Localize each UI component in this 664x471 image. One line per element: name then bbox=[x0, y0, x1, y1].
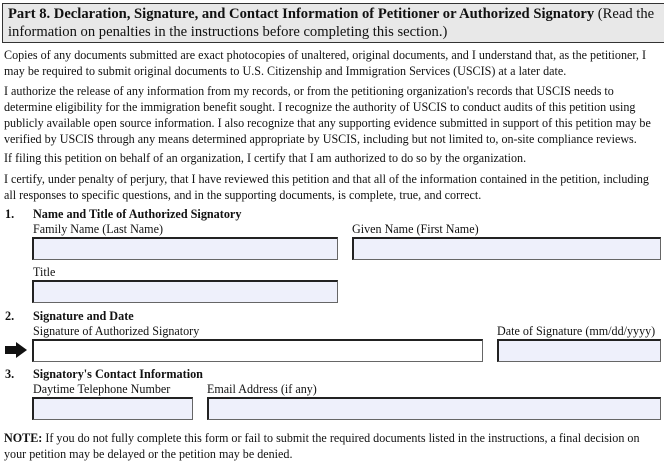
section-2-title: Signature and Date bbox=[33, 309, 134, 323]
note-label: NOTE: bbox=[4, 431, 43, 445]
family-name-label: Family Name (Last Name) bbox=[33, 222, 163, 236]
part-8-instructions: (Read the information on penalties in the instructions before completing this section.) bbox=[8, 6, 655, 40]
date-of-signature-input[interactable] bbox=[497, 339, 661, 362]
right-arrow-icon bbox=[5, 342, 27, 358]
paragraph-organization: If filing this petition on behalf of an organization, I certify that I am authorized to do so by the organization. bbox=[4, 151, 527, 165]
section-1-number: 1. bbox=[5, 207, 15, 221]
daytime-phone-input[interactable] bbox=[32, 397, 193, 420]
part-8-title: Part 8. Declaration, Signature, and Contact Information of Petitioner or Authorized Signatory bbox=[8, 6, 595, 22]
paragraph-copies: Copies of any documents submitted are exact photocopies of unaltered, original documents, and I understand that, as the petitioner, I may be required to submit original documents to U.S. Citizenship and Immigration Services (USCIS) at a later date. bbox=[4, 48, 646, 78]
family-name-input[interactable] bbox=[32, 237, 338, 260]
signature-input[interactable] bbox=[32, 339, 483, 362]
email-label: Email Address (if any) bbox=[207, 382, 317, 396]
note-text: If you do not fully complete this form or fail to submit the required documents listed in the instructions, a final decision on your petition may be delayed or the petition may be denied. bbox=[4, 431, 640, 461]
paragraph-certify-perjury: I certify, under penalty of perjury, that I have reviewed this petition and that all of the information contained in the petition, including all responses to specific questions, and in the supporting documents, is complete, true, and correct. bbox=[4, 172, 649, 202]
email-input[interactable] bbox=[207, 397, 661, 420]
part-8-header bbox=[2, 3, 664, 43]
note-paragraph bbox=[4, 430, 660, 462]
title-input[interactable] bbox=[32, 280, 338, 303]
section-1-title: Name and Title of Authorized Signatory bbox=[33, 207, 242, 221]
signature-label: Signature of Authorized Signatory bbox=[33, 324, 200, 338]
daytime-phone-label: Daytime Telephone Number bbox=[33, 382, 171, 396]
given-name-input[interactable] bbox=[352, 237, 661, 260]
section-3-number: 3. bbox=[5, 367, 15, 381]
section-3-title: Signatory's Contact Information bbox=[33, 367, 203, 381]
title-label: Title bbox=[33, 265, 56, 279]
given-name-label: Given Name (First Name) bbox=[352, 222, 479, 236]
date-of-signature-label: Date of Signature (mm/dd/yyyy) bbox=[497, 324, 656, 338]
section-2-number: 2. bbox=[5, 309, 15, 323]
paragraph-authorize-release: I authorize the release of any information from my records, or from the petitioning organization's records that USCIS needs to determine eligibility for the immigration benefit sought. I recognize the authority of USCIS to conduct audits of this petition using publicly available open source information. I also recognize that any supporting evidence submitted in support of this petition may be verified by USCIS through any means determined appropriate by USCIS, including but not limited to, on-site compliance reviews. bbox=[4, 84, 651, 146]
